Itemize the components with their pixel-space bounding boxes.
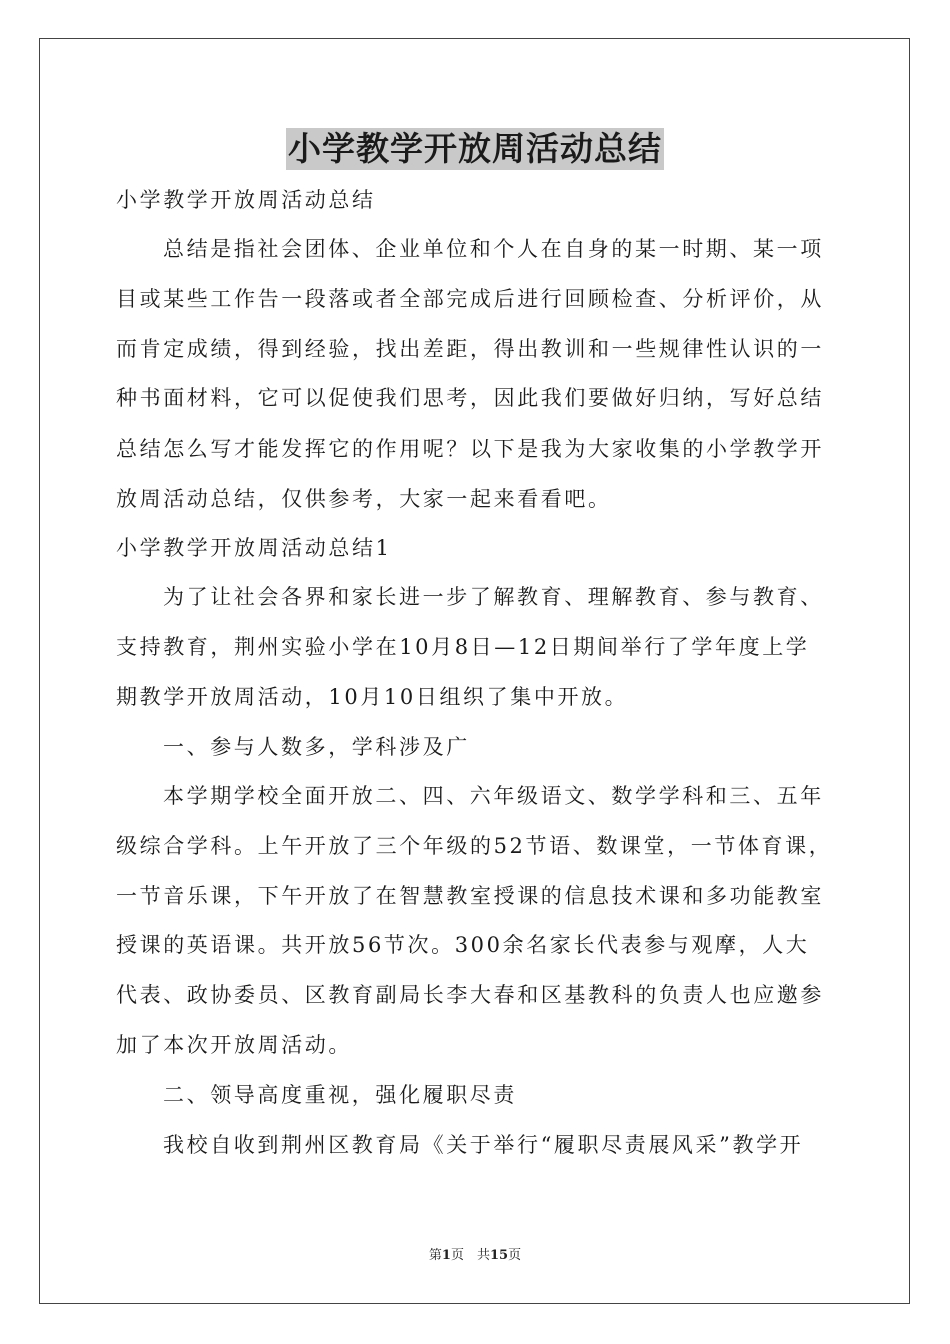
page-current: 1 [441, 1248, 451, 1263]
paragraph-line: 期教学开放周活动，10月10日组织了集中开放。 [116, 685, 629, 709]
paragraph-line: 总结怎么写才能发挥它的作用呢？以下是我为大家收集的小学教学开 [116, 437, 824, 461]
page-mid: 页 共 [450, 1248, 490, 1263]
paragraph-line: 而肯定成绩，得到经验，找出差距，得出教训和一些规律性认识的一 [116, 337, 824, 361]
paragraph-line: 授课的英语课。共开放56节次。300余名家长代表参与观摩，人大 [116, 933, 810, 957]
document-subtitle: 小学教学开放周活动总结 [116, 188, 376, 212]
paragraph-line: 我校自收到荆州区教育局《关于举行“履职尽责展风采”教学开 [163, 1133, 804, 1157]
page-footer [0, 1247, 950, 1265]
paragraph-line: 一节音乐课，下午开放了在智慧教室授课的信息技术课和多功能教室 [116, 884, 824, 908]
paragraph-line: 总结是指社会团体、企业单位和个人在自身的某一时期、某一项 [163, 237, 824, 261]
paragraph-line: 支持教育，荆州实验小学在10月8日—12日期间举行了学年度上学 [116, 635, 810, 659]
paragraph-line: 种书面材料，它可以促使我们思考，因此我们要做好归纳，写好总结 [116, 386, 824, 410]
paragraph-line: 目或某些工作告一段落或者全部完成后进行回顾检查、分析评价，从 [116, 287, 824, 311]
section-heading: 小学教学开放周活动总结1 [116, 536, 392, 560]
paragraph-line: 为了让社会各界和家长进一步了解教育、理解教育、参与教育、 [163, 585, 824, 609]
page-border [39, 38, 910, 1304]
paragraph-line: 级综合学科。上午开放了三个年级的52节语、数课堂，一节体育课， [116, 834, 833, 858]
page-total: 15 [489, 1248, 509, 1263]
paragraph-line: 本学期学校全面开放二、四、六年级语文、数学学科和三、五年 [163, 784, 824, 808]
document-title-text: 小学教学开放周活动总结 [288, 129, 662, 168]
paragraph-line: 加了本次开放周活动。 [116, 1033, 352, 1057]
paragraph-line: 放周活动总结，仅供参考，大家一起来看看吧。 [116, 487, 612, 511]
subsection-heading: 二、领导高度重视，强化履职尽责 [163, 1083, 517, 1107]
document-title [0, 128, 950, 170]
page-prefix: 第 [428, 1248, 442, 1263]
paragraph-line: 代表、政协委员、区教育副局长李大春和区基教科的负责人也应邀参 [116, 983, 824, 1007]
page-suffix: 页 [508, 1248, 522, 1263]
subsection-heading: 一、参与人数多，学科涉及广 [163, 735, 470, 759]
